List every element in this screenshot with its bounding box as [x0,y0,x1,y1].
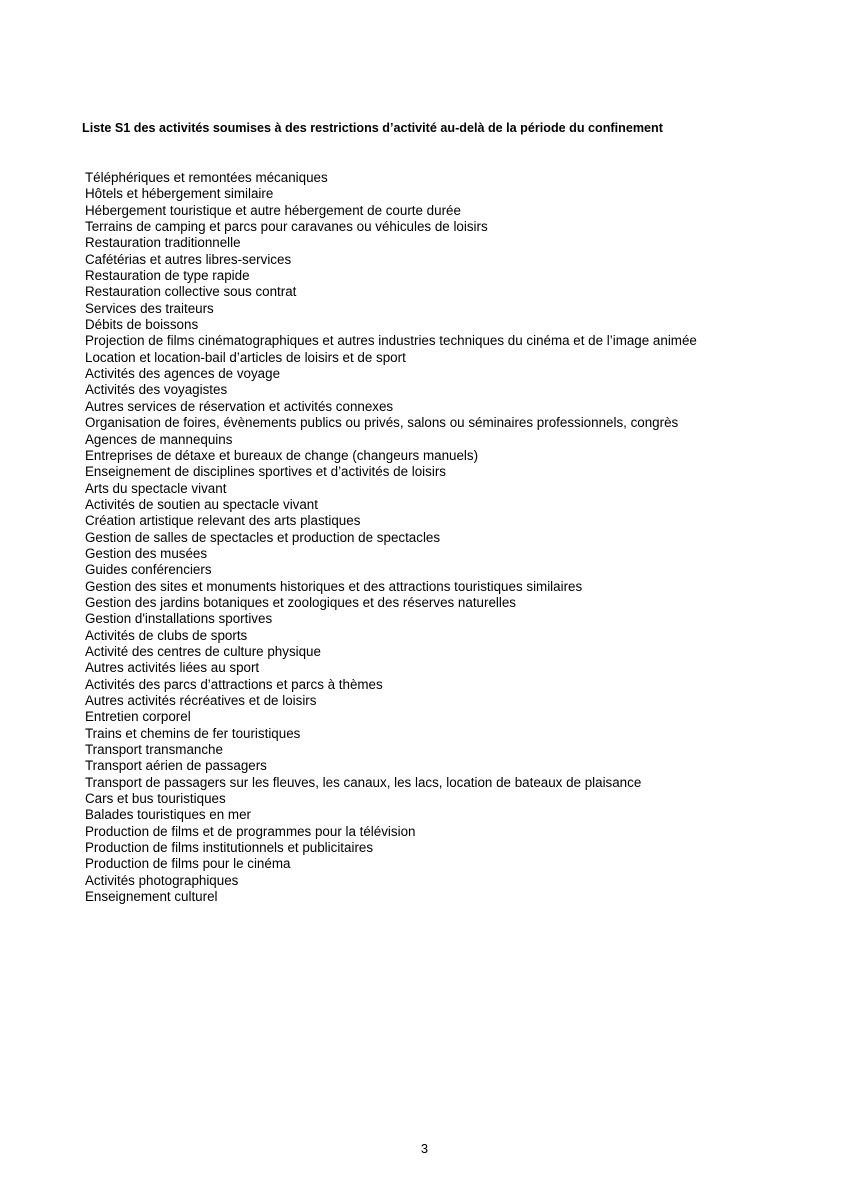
list-item: Organisation de foires, évènements publics ou privés, salons ou séminaires professionnels, congrès [85,415,679,431]
list-item: Gestion de salles de spectacles et production de spectacles [85,529,441,545]
list-item: Restauration de type rapide [85,268,250,284]
list-item: Activité des centres de culture physique [85,643,321,659]
list-item: Enseignement culturel [85,889,218,905]
list-item: Restauration collective sous contrat [85,284,297,300]
list-item: Transport aérien de passagers [85,758,267,774]
list-item: Transport transmanche [85,742,223,758]
list-item: Gestion d'installations sportives [85,611,273,627]
list-item: Production de films institutionnels et publicitaires [85,840,374,856]
list-item: Activités de clubs de sports [85,627,248,643]
list-item: Hébergement touristique et autre hébergement de courte durée [85,202,461,218]
list-item: Création artistique relevant des arts plastiques [85,513,361,529]
document-title: Liste S1 des activités soumises à des restrictions d’activité au-delà de la période du confinement [82,121,663,135]
list-item: Transport de passagers sur les fleuves, les canaux, les lacs, location de bateaux de plaisance [85,774,642,790]
page-number: 3 [420,1141,429,1156]
list-item: Trains et chemins de fer touristiques [85,725,301,741]
list-item: Gestion des sites et monuments historiques et des attractions touristiques similaires [85,578,583,594]
list-item: Entretien corporel [85,709,191,725]
list-item: Téléphériques et remontées mécaniques [85,170,328,185]
list-item: Débits de boissons [85,317,199,333]
list-item: Entreprises de détaxe et bureaux de change (changeurs manuels) [85,447,479,463]
list-item: Autres activités récréatives et de loisirs [85,693,317,708]
list-item: Activités photographiques [85,872,239,888]
list-item: Production de films pour le cinéma [85,856,291,872]
list-item: Cafétérias et autres libres-services [85,251,292,267]
list-item: Activités des voyagistes [85,382,228,398]
list-item: Hôtels et hébergement similaire [85,186,274,202]
list-item: Guides conférenciers [85,562,212,578]
list-item: Activités des parcs d’attractions et parcs à thèmes [85,676,383,692]
list-item: Location et location-bail d’articles de loisirs et de sport [85,349,406,365]
list-item: Agences de mannequins [85,431,233,447]
list-item: Services des traiteurs [85,300,214,316]
list-item: Cars et bus touristiques [85,791,226,807]
list-item: Gestion des jardins botaniques et zoologiques et des réserves naturelles [85,594,516,610]
list-item: Activités de soutien au spectacle vivant [85,496,318,512]
list-item: Production de films et de programmes pour la télévision [85,823,416,839]
list-item: Autres services de réservation et activités connexes [85,398,394,414]
list-item: Autres activités liées au sport [85,660,260,676]
list-item: Enseignement de disciplines sportives et d’activités de loisirs [85,464,446,480]
list-item: Activités des agences de voyage [85,366,281,382]
list-item: Terrains de camping et parcs pour caravanes ou véhicules de loisirs [85,219,488,235]
list-item: Projection de films cinématographiques et autres industries techniques du cinéma et de l’image animée [85,333,697,349]
list-item: Restauration traditionnelle [85,235,241,251]
activity-list [85,170,697,905]
list-item: Gestion des musées [85,545,208,561]
list-item: Arts du spectacle vivant [85,480,227,496]
list-item: Balades touristiques en mer [85,807,251,823]
